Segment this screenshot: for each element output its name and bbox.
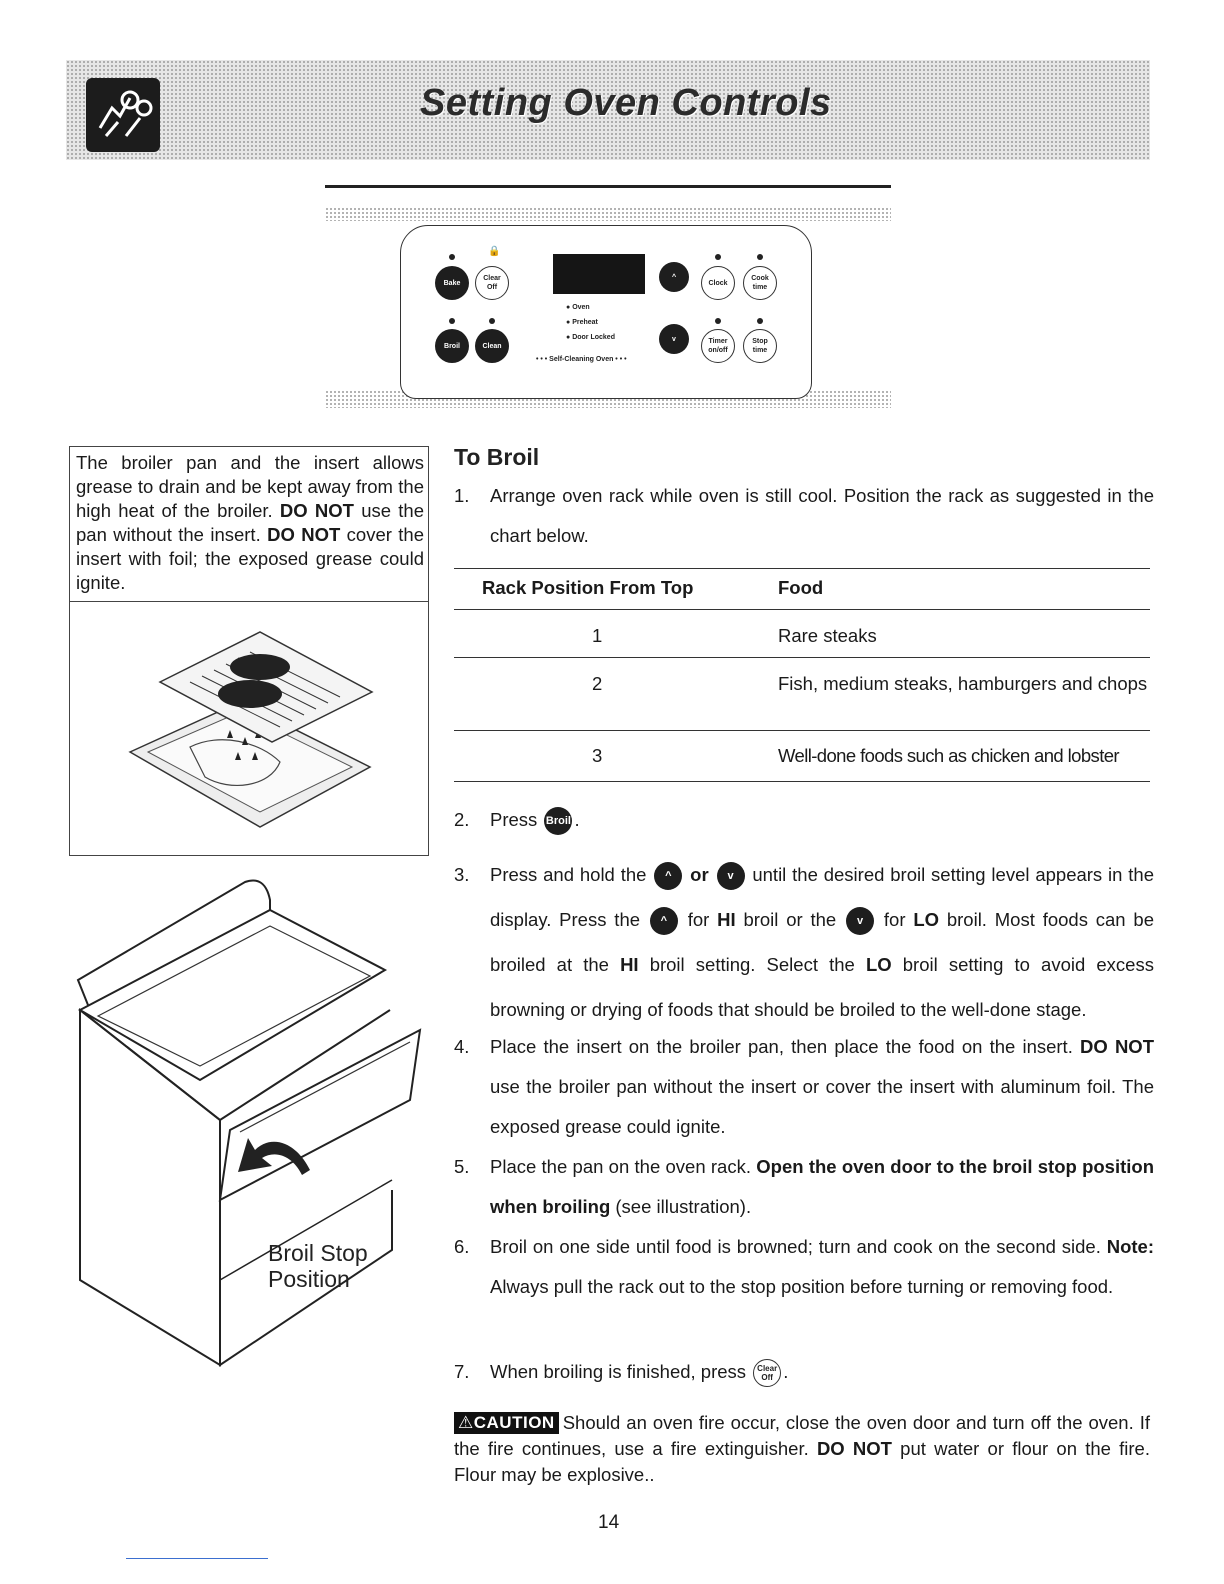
caution-note: ⚠CAUTION Should an oven fire occur, close the oven door and turn off the oven. If the fire continues, use a fire extinguisher. DO NOT put water or flour on the fire. Flour may be explosive.. <box>454 1412 1150 1485</box>
page-title: Setting Oven Controls <box>420 82 832 124</box>
table-header-rack: Rack Position From Top <box>482 577 694 598</box>
clear-off-button-icon: Clear Off <box>753 1359 781 1387</box>
panel-up-arrow-button: ^ <box>659 262 689 292</box>
table-row-3-position: 3 <box>592 745 603 766</box>
up-arrow-button-icon: ^ <box>650 907 678 935</box>
panel-down-arrow-button: v <box>659 324 689 354</box>
down-arrow-button-icon: v <box>717 862 745 890</box>
step-3: 3. Press and hold the ^ or v until the desired broil setting level appears in the display. Press the ^ for HI broil or the v for LO broil. Most foods can be broiled at the HI broil setting. Select the LO broil setting to avoid excess browning or drying of foods that should be broiled to the well-done stage. <box>454 864 1155 1020</box>
footer-rule <box>126 1558 268 1559</box>
down-arrow-button-icon: v <box>846 907 874 935</box>
broil-stop-label-line2: Position <box>268 1266 350 1292</box>
lock-icon: 🔒 <box>488 246 501 257</box>
control-panel-illustration <box>325 185 891 425</box>
broiler-pan-note-text: The broiler pan and the insert allows grease to drain and be kept away from the high heat of the broiler. DO NOT use the pan without the insert. DO NOT cover the insert with foil; the exposed grease could ignite. <box>76 452 425 593</box>
step-6: 6. Broil on one side until food is browned; turn and cook on the second side. Note: Always pull the rack out to the stop position before turning or removing food. <box>454 1236 1154 1297</box>
range-hands-icon <box>86 78 160 152</box>
table-header-food: Food <box>778 577 824 598</box>
step-5: 5. Place the pan on the oven rack. Open the oven door to the broil stop position when broiling (see illustration). <box>454 1156 1155 1217</box>
panel-timer-button: Timer on/off <box>701 329 735 363</box>
step-4: 4. Place the insert on the broiler pan, then place the food on the insert. DO NOT use the broiler pan without the insert or cover the insert with aluminum foil. The exposed grease could ignite. <box>454 1036 1154 1137</box>
table-row-2-food: Fish, medium steaks, hamburgers and chops <box>778 673 1148 694</box>
panel-broil-button: Broil <box>435 329 469 363</box>
panel-clear-off-button: Clear Off <box>475 266 509 300</box>
table-row-1-food: Rare steaks <box>778 625 877 646</box>
warning-triangle-icon: ⚠ <box>458 1413 474 1432</box>
table-row-2-position: 2 <box>592 673 603 694</box>
broiler-pan-illustration <box>110 612 400 842</box>
control-panel: 🔒 Bake Clear Off Broil Clean ● Oven ● Preheat ● Door Locked • • • Self-Cleaning Oven • • • ^ v Clock Cook time Timer on/off Stop time <box>400 225 812 399</box>
table-row-1-position: 1 <box>592 625 603 646</box>
table-row-3-food: Well-done foods such as chicken and lobster <box>778 745 1119 766</box>
panel-clock-button: Clock <box>701 266 735 300</box>
range-broil-stop-illustration <box>70 870 430 1370</box>
panel-cook-time-button: Cook time <box>743 266 777 300</box>
broil-stop-label-line1: Broil Stop <box>268 1240 368 1266</box>
panel-clean-button: Clean <box>475 329 509 363</box>
page-number: 14 <box>598 1512 620 1533</box>
step-1: 1. Arrange oven rack while oven is still cool. Position the rack as suggested in the chart below. <box>454 485 1154 546</box>
panel-stop-time-button: Stop time <box>743 329 777 363</box>
broiler-pan-note <box>69 446 429 856</box>
step-2: 2. Press Broil . <box>454 800 1154 840</box>
panel-display <box>553 254 645 294</box>
caution-badge: ⚠CAUTION <box>454 1412 559 1434</box>
step-7: 7. When broiling is finished, press Clear Off . <box>454 1352 1154 1392</box>
self-cleaning-label: • • • Self-Cleaning Oven • • • <box>536 356 627 363</box>
panel-bake-button: Bake <box>435 266 469 300</box>
section-title: To Broil <box>454 444 540 470</box>
up-arrow-button-icon: ^ <box>654 862 682 890</box>
broil-button-icon: Broil <box>544 807 572 835</box>
